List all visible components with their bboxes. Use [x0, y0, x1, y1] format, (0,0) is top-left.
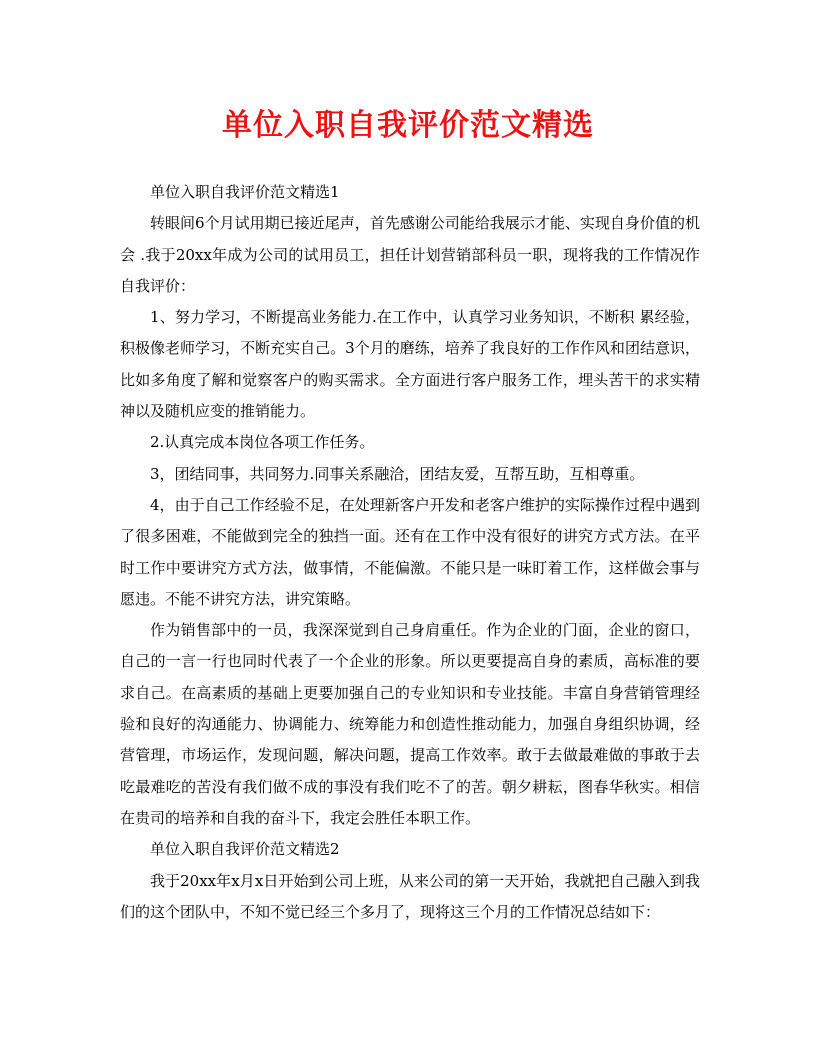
paragraph-point-2: 2.认真完成本岗位各项工作任务。 — [150, 433, 375, 452]
section-heading-1: 单位入职自我评价范文精选1 — [150, 183, 340, 201]
document-body — [120, 177, 700, 928]
paragraph-intro: 转眼间6个月试用期已接近尾声，首先感谢公司能给我展示才能、实现自身价值的机会 .我于20xx年成为公司的试用员工，担任计划营销部科员一职，现将我的工作情况作自我评价： — [120, 214, 700, 295]
paragraph-summary: 作为销售部中的一员，我深深觉到自己身肩重任。作为企业的门面，企业的窗口，自己的一言一行也同时代表了一个企业的形象。所以更要提高自身的素质，高标准的要求自己。在高素质的基础上更要加强自己的专业知识和专业技能。丰富自身营销管理经验和良好的沟通能力、协调能力、统筹能力和创造性推动能力，加强自身组织协调，经营管理，市场运作，发现问题，解决问题，提高工作效率。敢于去做最难做的事敢于去吃最难吃的苦没有我们做不成的事没有我们吃不了的苦。朝夕耕耘，图春华秋实。相信在贵司的培养和自我的奋斗下，我定会胜任本职工作。 — [120, 621, 700, 827]
paragraph-section-2-intro: 我于20xx年x月x日开始到公司上班，从来公司的第一天开始，我就把自己融入到我们的这个团队中，不知不觉已经三个多月了，现将这三个月的工作情况总结如下： — [120, 871, 700, 921]
paragraph-point-1: 1、努力学习，不断提高业务能力.在工作中，认真学习业务知识，不断积 累经验，积极像老师学习，不断充实自己。3个月的磨练，培养了我良好的工作作风和团结意识，比如多角度了解和觉察客户的购买需求。全方面进行客户服务工作，埋头苦干的求实精神以及随机应变的推销能力。 — [120, 308, 700, 421]
section-heading-2: 单位入职自我评价范文精选2 — [150, 840, 340, 859]
paragraph-point-4: 4，由于自己工作经验不足，在处理新客户开发和老客户维护的实际操作过程中遇到了很多困难，不能做到完全的独挡一面。还有在工作中没有很好的讲究方式方法。在平时工作中要讲究方式方法，做事情，不能偏激。不能只是一味盯着工作，这样做会事与愿违。不能不讲究方法，讲究策略。 — [120, 495, 700, 608]
document-title: 单位入职自我评价范文精选 — [222, 108, 594, 143]
paragraph-point-3: 3，团结同事，共同努力.同事关系融洽，团结友爱，互帮互助，互相尊重。 — [150, 464, 645, 483]
